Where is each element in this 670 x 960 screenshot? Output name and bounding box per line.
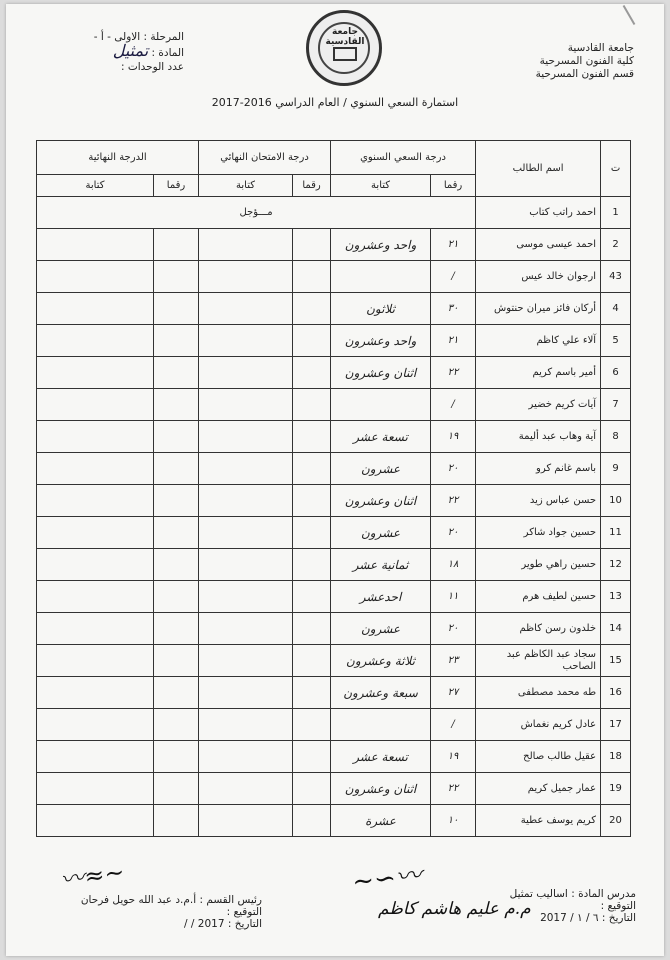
effort-words: عشرون [331,517,431,549]
teacher-date-row: التاريخ : ٦ / ١ / 2017 [540,912,636,924]
final-words-cell [37,613,154,645]
exam-words-cell [199,325,293,357]
student-name: حسن عباس زيد [476,485,601,517]
exam-words-cell [199,677,293,709]
exam-words-cell [199,517,293,549]
header-exam: درجة الامتحان النهائي [199,141,331,175]
exam-words-cell [199,357,293,389]
effort-digits: ١١ [431,581,476,613]
table-header-row [37,141,631,175]
exam-words-cell [199,261,293,293]
exam-words-cell [199,709,293,741]
row-number: 14 [601,613,631,645]
effort-digits: ٢٢ [431,773,476,805]
final-digits-cell [154,229,199,261]
student-name: ارجوان خالد عيس [476,261,601,293]
exam-digits-cell [293,325,331,357]
table-row [37,485,631,517]
final-words-cell [37,805,154,837]
form-page [6,4,664,956]
final-digits-cell [154,485,199,517]
final-words-cell [37,357,154,389]
effort-words: واحد وعشرون [331,325,431,357]
grades-table [36,140,631,837]
exam-words-cell [199,581,293,613]
final-digits-cell [154,773,199,805]
student-name: أركان فائز ميران حنتوش [476,293,601,325]
head-date-value: / / 2017 [184,918,225,930]
pin-mark [623,5,636,25]
table-row [37,325,631,357]
table-row [37,645,631,677]
exam-words-cell [199,229,293,261]
book-icon [333,47,357,61]
effort-words: ثلاثة وعشرون [331,645,431,677]
student-name: احمد عيسى موسى [476,229,601,261]
final-words-cell [37,453,154,485]
row-number: 16 [601,677,631,709]
effort-words: اثنان وعشرون [331,357,431,389]
final-digits-cell [154,357,199,389]
stage-label: المرحلة : الاولى - أ - [93,31,184,43]
teacher-date-value: ٦ / ١ / 2017 [540,912,599,924]
final-words-cell [37,645,154,677]
exam-digits-cell [293,645,331,677]
table-row [37,741,631,773]
department-name: قسم الفنون المسرحية [535,68,634,80]
final-words-cell [37,229,154,261]
head-of-department-block [42,894,262,930]
student-name: كريم يوسف عطية [476,805,601,837]
table-row [37,709,631,741]
final-words-cell [37,261,154,293]
student-name: طه محمد مصطفى [476,677,601,709]
final-digits-cell [154,805,199,837]
units-label: عدد الوحدات : [120,61,184,73]
teacher-signature-scribble: ~∽〰 [350,860,424,898]
row-number: 19 [601,773,631,805]
final-words-cell [37,581,154,613]
header-final: الدرجة النهائية [37,141,199,175]
university-logo [306,10,382,86]
deferred-note: مـــؤجل [37,197,476,229]
exam-digits-cell [293,485,331,517]
table-row [37,197,631,229]
table-row [37,229,631,261]
teacher-name-handwritten: م.م عليم هاشم كاظم [378,899,531,919]
row-number: 13 [601,581,631,613]
head-signature-label: التوقيع : [226,906,262,918]
final-words-cell [37,741,154,773]
row-number: 8 [601,421,631,453]
exam-digits-cell [293,453,331,485]
subheader-final-words: كتابة [37,175,154,197]
effort-digits: ٣٠ [431,293,476,325]
student-name: احمد راتب كتاب [476,197,601,229]
effort-digits: / [431,709,476,741]
exam-digits-cell [293,677,331,709]
effort-digits: ٢١ [431,229,476,261]
table-row [37,773,631,805]
row-number: 20 [601,805,631,837]
exam-digits-cell [293,261,331,293]
header-num: ت [601,141,631,197]
student-name: عادل كريم نغماش [476,709,601,741]
effort-words: عشرة [331,805,431,837]
student-name: آلاء علي كاظم [476,325,601,357]
final-words-cell [37,421,154,453]
effort-words [331,261,431,293]
subject-label: المادة : تمثيل [112,41,184,60]
final-digits-cell [154,677,199,709]
final-words-cell [37,517,154,549]
exam-words-cell [199,773,293,805]
exam-digits-cell [293,773,331,805]
student-name: آية وهاب عبد أليمة [476,421,601,453]
final-words-cell [37,389,154,421]
student-name: عمار جميل كريم [476,773,601,805]
exam-digits-cell [293,517,331,549]
university-name: جامعة القادسية [567,42,634,54]
teacher-label: مدرس المادة : اساليب تمثيل [509,888,636,900]
form-title: استمارة السعي السنوي / العام الدراسي 2016-2017 [211,96,459,109]
effort-words: عشرون [331,613,431,645]
final-digits-cell [154,325,199,357]
institution-header [536,42,634,81]
row-number: 43 [601,261,631,293]
effort-digits: / [431,261,476,293]
final-words-cell [37,293,154,325]
effort-digits: ١٨ [431,549,476,581]
subheader-effort-digits: رقما [431,175,476,197]
final-digits-cell [154,613,199,645]
final-words-cell [37,709,154,741]
row-number: 5 [601,325,631,357]
final-digits-cell [154,741,199,773]
row-number: 7 [601,389,631,421]
subheader-effort-words: كتابة [331,175,431,197]
student-name: خلدون رسن كاظم [476,613,601,645]
effort-words [331,709,431,741]
effort-words: سبعة وعشرون [331,677,431,709]
effort-digits: ٢٠ [431,517,476,549]
row-number: 17 [601,709,631,741]
table-body [37,197,631,837]
row-number: 2 [601,229,631,261]
row-number: 6 [601,357,631,389]
header-name: اسم الطالب [476,141,601,197]
exam-words-cell [199,453,293,485]
student-name: حسين لطيف هرم [476,581,601,613]
student-name: آيات كريم خضير [476,389,601,421]
student-name: سجاد عبد الكاظم عبد الصاحب [476,645,601,677]
final-digits-cell [154,645,199,677]
row-number: 10 [601,485,631,517]
effort-digits: ٢٠ [431,453,476,485]
row-number: 11 [601,517,631,549]
effort-words: اثنان وعشرون [331,485,431,517]
effort-words: عشرون [331,453,431,485]
exam-digits-cell [293,229,331,261]
exam-words-cell [199,389,293,421]
table-row [37,677,631,709]
exam-digits-cell [293,293,331,325]
table-row [37,517,631,549]
effort-digits: ١٩ [431,421,476,453]
final-digits-cell [154,453,199,485]
effort-words: ثمانية عشر [331,549,431,581]
final-digits-cell [154,261,199,293]
effort-digits: ٢١ [431,325,476,357]
final-words-cell [37,485,154,517]
row-number: 15 [601,645,631,677]
effort-words: واحد وعشرون [331,229,431,261]
exam-digits-cell [293,421,331,453]
student-name: حسين جواد شاكر [476,517,601,549]
head-date-row: التاريخ : / / 2017 [184,918,262,930]
logo-text: جامعة القادسية [325,27,365,47]
effort-digits: ١٠ [431,805,476,837]
subheader-final-digits: رقما [154,175,199,197]
effort-digits: ٢٠ [431,613,476,645]
effort-words: تسعة عشر [331,421,431,453]
effort-digits: ١٩ [431,741,476,773]
row-number: 18 [601,741,631,773]
teacher-signature-label: التوقيع : [600,900,636,912]
final-words-cell [37,677,154,709]
table-row [37,293,631,325]
exam-digits-cell [293,549,331,581]
effort-digits: ٢٧ [431,677,476,709]
table-row [37,581,631,613]
table-row [37,261,631,293]
effort-digits: ٢٢ [431,357,476,389]
table-row [37,549,631,581]
exam-words-cell [199,645,293,677]
exam-digits-cell [293,805,331,837]
effort-digits: ٢٢ [431,485,476,517]
effort-digits: / [431,389,476,421]
effort-words: تسعة عشر [331,741,431,773]
exam-words-cell [199,293,293,325]
final-digits-cell [154,549,199,581]
head-signature-scribble: 〰≈~ [58,857,127,895]
exam-words-cell [199,549,293,581]
exam-words-cell [199,805,293,837]
effort-words: احدعشر [331,581,431,613]
final-words-cell [37,325,154,357]
student-name: عقيل طالب صالح [476,741,601,773]
row-number: 12 [601,549,631,581]
table-row [37,453,631,485]
final-words-cell [37,773,154,805]
exam-digits-cell [293,741,331,773]
effort-words [331,389,431,421]
row-number: 9 [601,453,631,485]
head-of-department: رئيس القسم : أ.م.د عبد الله حويل فرحان [80,894,262,906]
exam-digits-cell [293,581,331,613]
table-row [37,421,631,453]
table-row [37,357,631,389]
final-words-cell [37,549,154,581]
table-row [37,805,631,837]
exam-words-cell [199,741,293,773]
subheader-exam-digits: رقما [293,175,331,197]
table-row [37,613,631,645]
row-number: 1 [601,197,631,229]
final-digits-cell [154,581,199,613]
exam-digits-cell [293,709,331,741]
exam-digits-cell [293,389,331,421]
exam-digits-cell [293,357,331,389]
exam-words-cell [199,613,293,645]
final-digits-cell [154,293,199,325]
student-name: أمير باسم كريم [476,357,601,389]
effort-words: ثلاثون [331,293,431,325]
student-name: حسين راهي طوير [476,549,601,581]
effort-digits: ٢٣ [431,645,476,677]
subheader-exam-words: كتابة [199,175,293,197]
exam-words-cell [199,485,293,517]
table-row [37,389,631,421]
course-info [64,30,184,74]
final-digits-cell [154,709,199,741]
college-name: كلية الفنون المسرحية [539,55,634,67]
subject-value: تمثيل [112,41,149,60]
student-name: باسم غانم كرو [476,453,601,485]
final-digits-cell [154,517,199,549]
header-effort: درجة السعي السنوي [331,141,476,175]
exam-digits-cell [293,613,331,645]
exam-words-cell [199,421,293,453]
final-digits-cell [154,421,199,453]
effort-words: اثنان وعشرون [331,773,431,805]
row-number: 4 [601,293,631,325]
final-digits-cell [154,389,199,421]
